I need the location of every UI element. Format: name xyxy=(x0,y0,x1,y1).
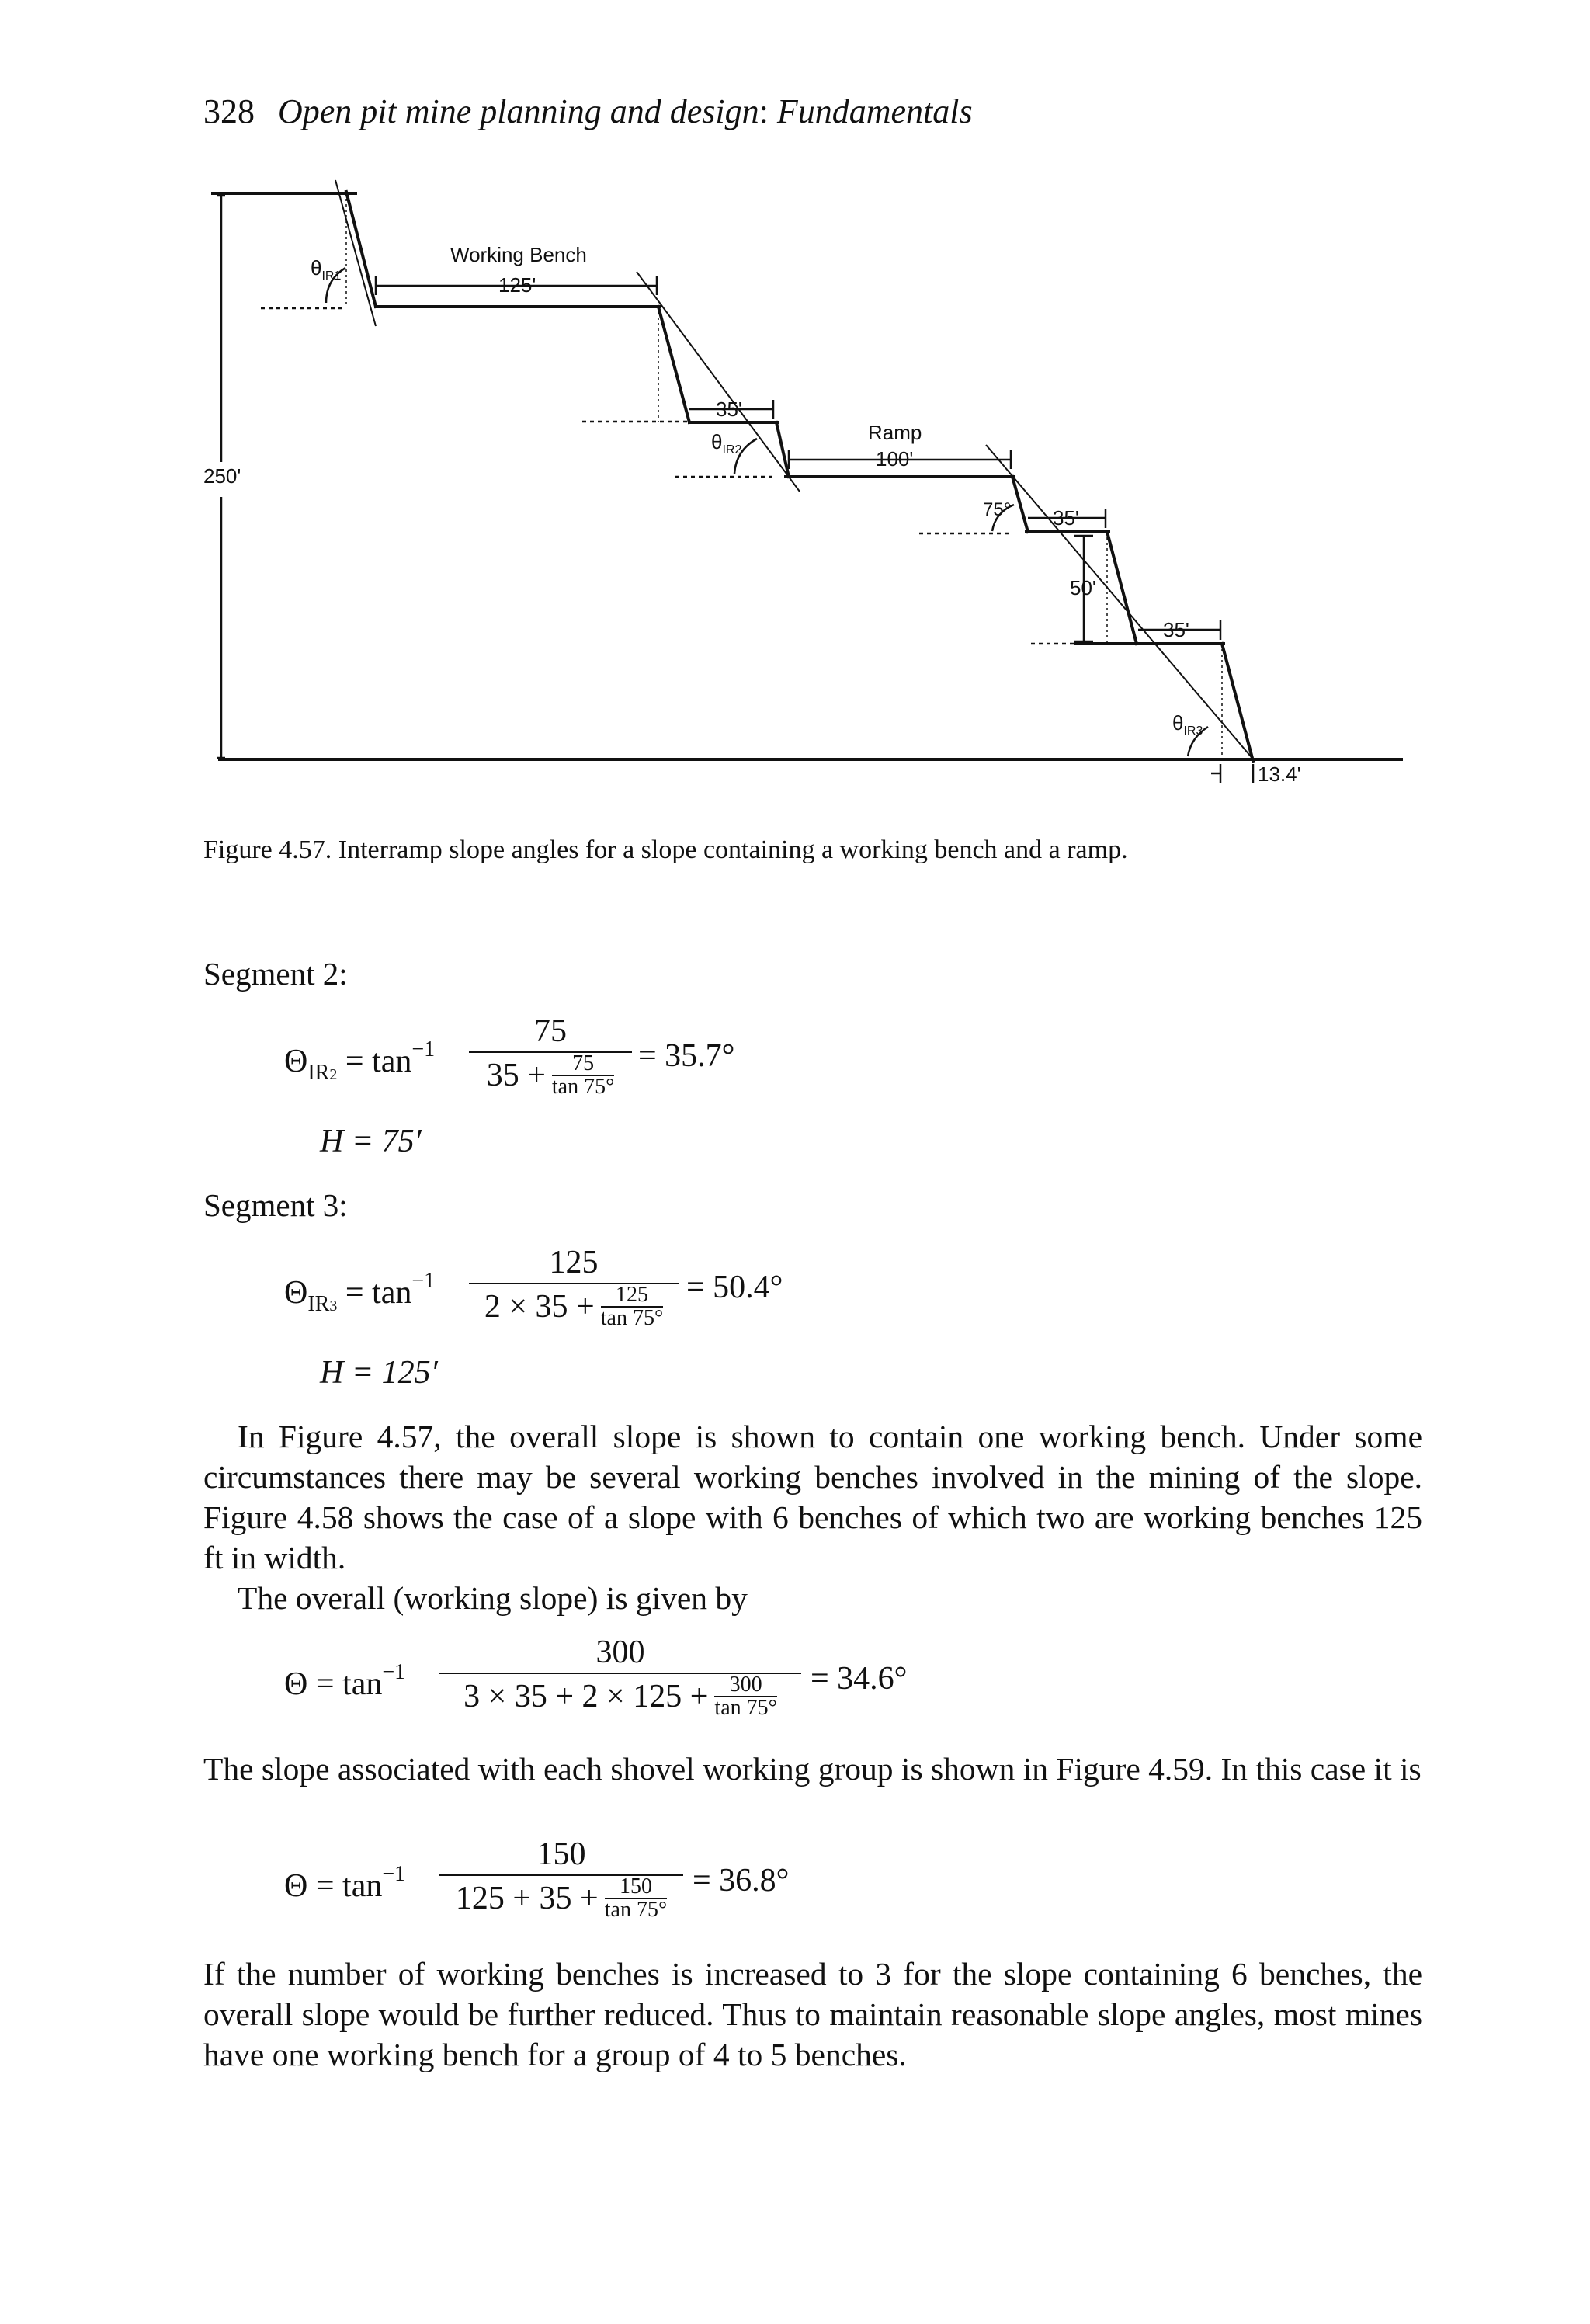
bench1-face xyxy=(346,192,376,307)
paragraph-1: In Figure 4.57, the overall slope is shown to contain one working bench. Under some circumstances there may be several working benches involved in the mining of the slope. Figure 4.58 shows the case of a slope with 6 benches of which two are working benches 125 ft in width. xyxy=(203,1419,1422,1575)
bench2-face xyxy=(658,307,689,422)
theta-ir3-label: $\theta_{IR3}$ xyxy=(1172,711,1203,738)
width-35c-label: 35' xyxy=(1163,618,1189,641)
ir3-line xyxy=(986,445,1255,761)
working-bench-label: Working Bench xyxy=(450,243,587,266)
paragraph-4: If the number of working benches is increased to 3 for the slope containing 6 benches, the overall slope would be further reduced. Thus to maintain reasonable slope angles, most mines have one working bench for a group of 4 to 5 benches. xyxy=(203,1956,1422,2072)
height-50-label: 50' xyxy=(1070,576,1096,599)
bench5-face xyxy=(1107,532,1137,644)
theta-ir2-label: $\theta_{IR2}$ xyxy=(711,430,742,457)
book-title: Open pit mine planning and design: Fundamentals xyxy=(278,92,973,130)
width-13-4-label: 13.4' xyxy=(1258,763,1301,786)
height-250-label: 250' xyxy=(203,464,241,488)
segment2-h: H = 75′ xyxy=(320,1124,422,1159)
theta-ir1-label: $\theta_{IR1}$ xyxy=(311,256,342,283)
width-35b-label: 35' xyxy=(1053,506,1079,530)
paragraph-3: The slope associated with each shovel working group is shown in Figure 4.59. In this case it is xyxy=(203,1751,1422,1787)
width-100-label: 100' xyxy=(876,447,914,471)
ir2-line xyxy=(637,272,800,492)
ir1-line xyxy=(335,180,376,326)
width-35a-label: 35' xyxy=(716,398,742,421)
segment3-heading: Segment 3: xyxy=(203,1187,348,1223)
ramp-label: Ramp xyxy=(868,421,922,444)
segment3-h: H = 125′ xyxy=(320,1355,438,1391)
bench6-face xyxy=(1222,644,1253,761)
page-number: 328 xyxy=(203,92,255,130)
segment2-heading: Segment 2: xyxy=(203,956,348,992)
figure-4-57-diagram xyxy=(0,0,1590,823)
paragraph-2: The overall (working slope) is given by xyxy=(238,1580,748,1616)
angle-75-label: 75° xyxy=(983,499,1012,520)
figure-caption: Figure 4.57. Interramp slope angles for a slope containing a working bench and a ramp. xyxy=(203,835,1128,864)
width-125-label: 125' xyxy=(498,273,536,297)
